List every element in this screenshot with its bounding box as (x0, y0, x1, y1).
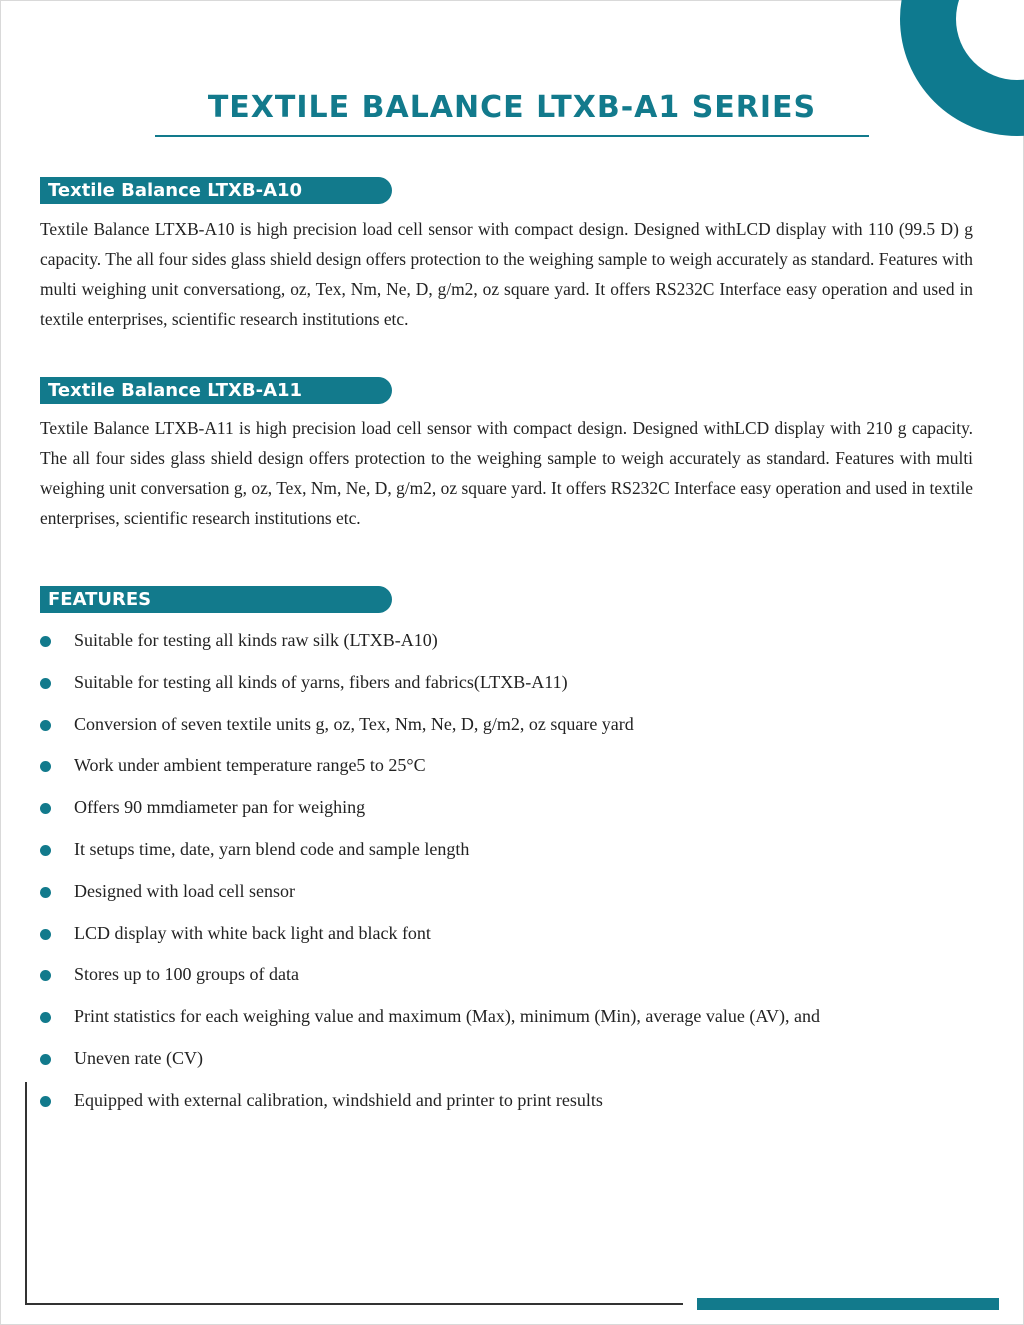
feature-text: Stores up to 100 groups of data (74, 964, 299, 985)
feature-text: Equipped with external calibration, windshield and printer to print results (74, 1089, 603, 1110)
feature-text: Print statistics for each weighing value and maximum (Max), minimum (Min), average value (AV), and (74, 1006, 820, 1027)
feature-text: Uneven rate (CV) (74, 1047, 203, 1068)
section-body-ltxb-a10: Textile Balance LTXB-A10 is high precision load cell sensor with compact design. Designed withLCD display with 110 (99.5 D) g capacity. The all four sides glass shield design offers protection to the weighing sample to weigh accurately as standard. Features with multi weighing unit conversationg, oz, Tex, Nm, Ne, D, g/m2, oz square yard. It offers RS232C Interface easy operation and used in textile enterprises, scientific research institutions etc. (40, 219, 973, 329)
bullet-icon (40, 1096, 51, 1107)
feature-text: It setups time, date, yarn blend code and sample length (74, 838, 470, 859)
section-heading-ltxb-a11: Textile Balance LTXB-A11 (40, 377, 392, 404)
bottom-border-line (25, 1303, 683, 1305)
feature-text: Suitable for testing all kinds raw silk (LTXB-A10) (74, 630, 438, 650)
bullet-icon (40, 1054, 51, 1065)
bullet-icon (40, 720, 51, 731)
bullet-icon (40, 845, 51, 856)
section-heading-ltxb-a10: Textile Balance LTXB-A10 (40, 177, 392, 204)
bullet-icon (40, 887, 51, 898)
bottom-accent-bar (697, 1298, 999, 1310)
bullet-icon (40, 929, 51, 940)
feature-text: Suitable for testing all kinds of yarns, fibers and fabrics(LTXB-A11) (74, 671, 568, 692)
feature-text: LCD display with white back light and black font (74, 922, 431, 943)
feature-text: Work under ambient temperature range5 to 25°C (74, 755, 426, 776)
feature-text: Offers 90 mmdiameter pan for weighing (74, 797, 366, 818)
feature-text: Designed with load cell sensor (74, 880, 295, 901)
feature-text: Conversion of seven textile units g, oz, Tex, Nm, Ne, D, g/m2, oz square yard (74, 713, 634, 734)
page-title: TEXTILE BALANCE LTXB-A1 SERIES (207, 90, 817, 125)
bullet-icon (40, 636, 51, 647)
features-heading: FEATURES (40, 586, 392, 613)
left-border-line (25, 1082, 27, 1305)
bullet-icon (40, 678, 51, 689)
title-underline (155, 135, 869, 137)
section-body-ltxb-a11: Textile Balance LTXB-A11 is high precision load cell sensor with compact design. Designed withLCD display with 210 g capacity. The all four sides glass shield design offers protection to the weighing sample to weigh accurately as standard. Features with multi weighing unit conversation g, oz, Tex, Nm, Ne, D, g/m2, oz square yard. It offers RS232C Interface easy operation and used in textile enterprises, scientific research institutions etc. (40, 418, 973, 528)
